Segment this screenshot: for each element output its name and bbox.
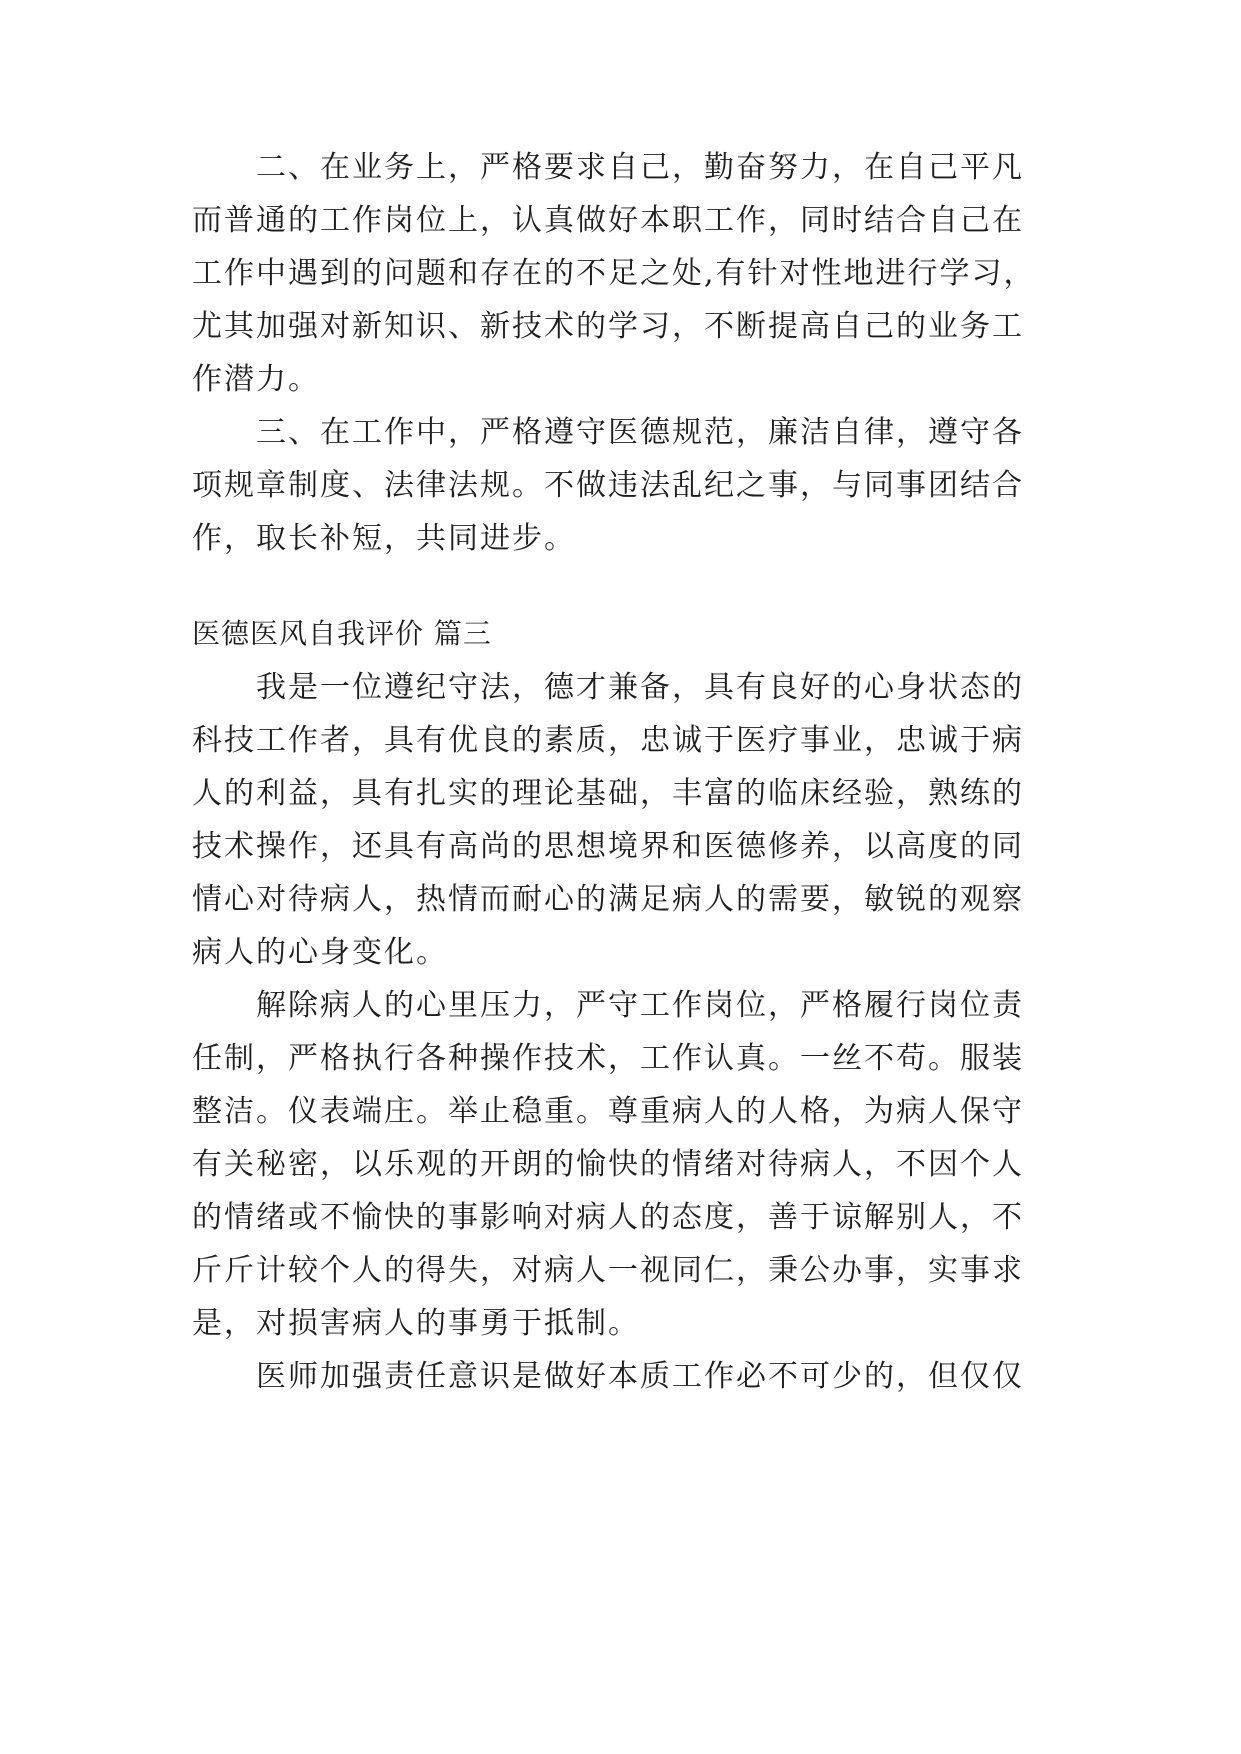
section2-line-2: 而普通的工作岗位上，认真做好本职工作，同时结合自己在 xyxy=(192,203,1024,238)
paragraph2-line-1: 解除病人的心里压力，严守工作岗位，严格履行岗位责 xyxy=(256,988,1024,1023)
section3-line-3: 作，取长补短，共同进步。 xyxy=(192,521,576,556)
section3-line-2: 项规章制度、法律法规。不做违法乱纪之事，与同事团结合 xyxy=(192,468,1024,503)
paragraph2-line-2: 任制，严格执行各种操作技术，工作认真。一丝不苟。服装 xyxy=(192,1041,1024,1076)
paragraph2-line-7: 是，对损害病人的事勇于抵制。 xyxy=(192,1306,640,1341)
paragraph2-line-3: 整洁。仪表端庄。举止稳重。尊重病人的人格，为病人保守 xyxy=(192,1094,1024,1129)
paragraph2-line-4: 有关秘密，以乐观的开朗的愉快的情绪对待病人，不因个人 xyxy=(192,1147,1024,1182)
paragraph3-line-1: 医师加强责任意识是做好本质工作必不可少的，但仅仅 xyxy=(256,1359,1024,1394)
paragraph1-line-5: 情心对待病人，热情而耐心的满足病人的需要，敏锐的观察 xyxy=(192,882,1024,917)
paragraph1-line-2: 科技工作者，具有优良的素质，忠诚于医疗事业，忠诚于病 xyxy=(192,723,1024,758)
article-title: 医德医风自我评价 篇三 xyxy=(192,617,492,650)
paragraph1-line-4: 技术操作，还具有高尚的思想境界和医德修养，以高度的同 xyxy=(192,829,1024,864)
paragraph1-line-1: 我是一位遵纪守法，德才兼备，具有良好的心身状态的 xyxy=(256,670,1024,705)
section2-line-4: 尤其加强对新知识、新技术的学习，不断提高自己的业务工 xyxy=(192,309,1024,344)
section2-line-3: 工作中遇到的问题和存在的不足之处,有针对性地进行学习， xyxy=(192,256,1036,291)
section2-line-1: 二、在业务上，严格要求自己，勤奋努力，在自己平凡 xyxy=(256,150,1024,185)
section2-line-5: 作潜力。 xyxy=(192,362,320,397)
paragraph2-line-5: 的情绪或不愉快的事影响对病人的态度，善于谅解别人，不 xyxy=(192,1200,1024,1235)
section3-line-1: 三、在工作中，严格遵守医德规范，廉洁自律，遵守各 xyxy=(256,415,1024,450)
paragraph2-line-6: 斤斤计较个人的得失，对病人一视同仁，秉公办事，实事求 xyxy=(192,1253,1024,1288)
paragraph1-line-6: 病人的心身变化。 xyxy=(192,935,448,970)
paragraph1-line-3: 人的利益，具有扎实的理论基础，丰富的临床经验，熟练的 xyxy=(192,776,1024,811)
